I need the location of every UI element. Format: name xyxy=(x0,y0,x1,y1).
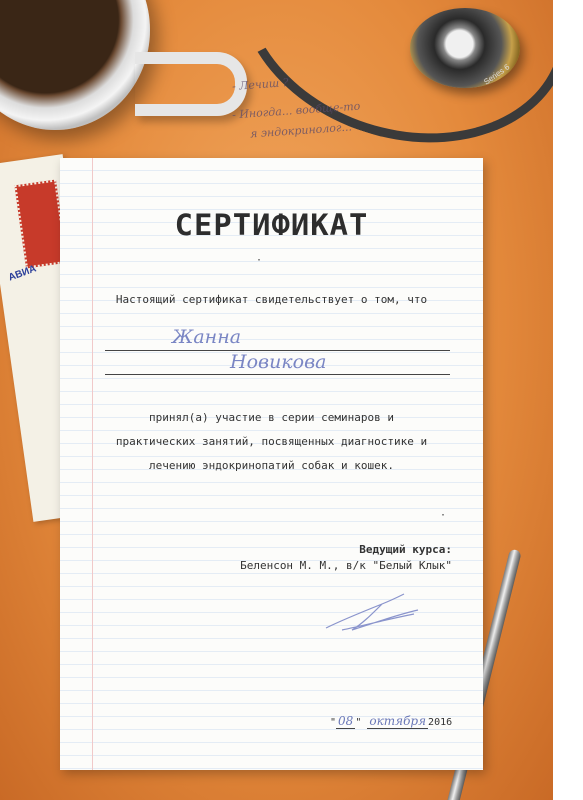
leader-role: Ведущий курса: xyxy=(359,543,452,556)
date-day: 08 xyxy=(338,714,354,728)
date-month: октября xyxy=(369,714,427,728)
note-line-3: я эндокринолог... xyxy=(249,120,353,141)
certificate-date xyxy=(330,714,452,728)
signature xyxy=(322,590,422,634)
coffee-mug-handle xyxy=(135,52,247,116)
coffee-mug xyxy=(0,0,150,130)
date-quote-close: " xyxy=(355,717,362,728)
ink-dot: · xyxy=(440,510,447,521)
date-quote-open: " xyxy=(330,717,337,728)
note-line-2: - Иногда... вообще-то xyxy=(231,99,361,122)
course-leader xyxy=(240,542,452,574)
stethoscope-icon xyxy=(410,8,520,88)
certificate-title: СЕРТИФИКАТ xyxy=(174,208,369,242)
certificate-intro: Настоящий сертификат свидетельствует о том, что xyxy=(115,293,428,306)
body-line: принял(а) участие в серии семинаров и xyxy=(148,411,395,424)
certificate-sheet xyxy=(60,158,483,770)
body-line: лечению эндокринопатий собак и кошек. xyxy=(148,459,395,472)
ink-dot: · xyxy=(256,255,263,266)
avia-label: АВИА xyxy=(6,263,38,284)
leader-name: Беленсон М. М., в/к "Белый Клык" xyxy=(240,559,452,572)
body-line: практических занятий, посвященных диагностике и xyxy=(115,435,428,448)
stethoscope-label: Series 6 xyxy=(482,62,512,87)
recipient-first-name: Жанна xyxy=(172,326,242,348)
name-line-2 xyxy=(105,374,450,375)
note-line-1: - Лечиш ? xyxy=(231,76,290,93)
certificate-body xyxy=(60,406,483,478)
recipient-last-name: Новикова xyxy=(230,351,327,373)
date-year: 2016 xyxy=(428,717,453,728)
